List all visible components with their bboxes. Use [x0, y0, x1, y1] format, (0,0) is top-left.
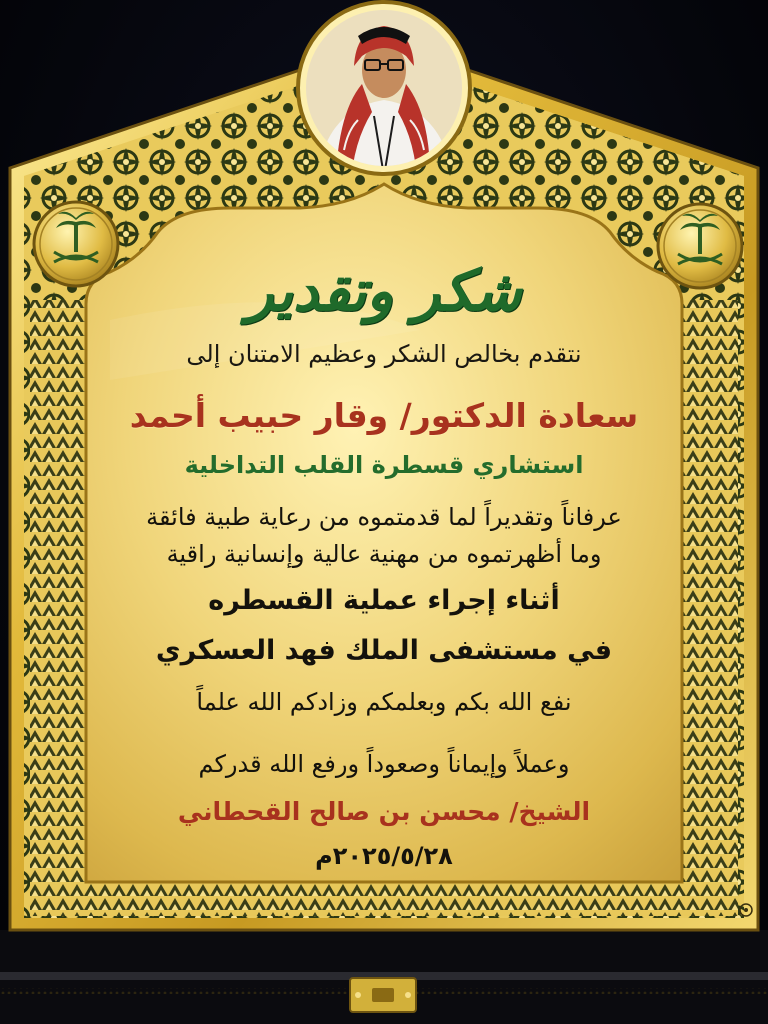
recipient-title: استشاري قسطرة القلب التداخلية [184, 451, 584, 479]
body-line-2: وما أظهرتموه من مهنية عالية وإنسانية راقية [166, 540, 602, 568]
plaque-intro: نتقدم بخالص الشكر وعظيم الامتنان إلى [186, 340, 582, 368]
body-line-6: وعملاً وإيماناً وصعوداً ورفع الله قدركم [198, 750, 570, 778]
plaque-title: شكر وتقدير [246, 258, 522, 324]
recipient-name: سعادة الدكتور/ وقار حبيب أحمد [129, 396, 639, 435]
body-line-3: أثناء إجراء عملية القسطره [208, 585, 560, 616]
body-line-4: في مستشفى الملك فهد العسكري [155, 635, 613, 666]
plaque-date: ٢٠٢٥/٥/٢٨م [315, 842, 453, 870]
body-line-5: نفع الله بكم وبعلمكم وزادكم الله علماً [196, 688, 572, 716]
signer-name: الشيخ/ محسن بن صالح القحطاني [177, 797, 591, 826]
body-line-1: عرفاناً وتقديراً لما قدمتموه من رعاية طبية فائقة [146, 503, 622, 531]
box-latch-icon [350, 978, 416, 1012]
